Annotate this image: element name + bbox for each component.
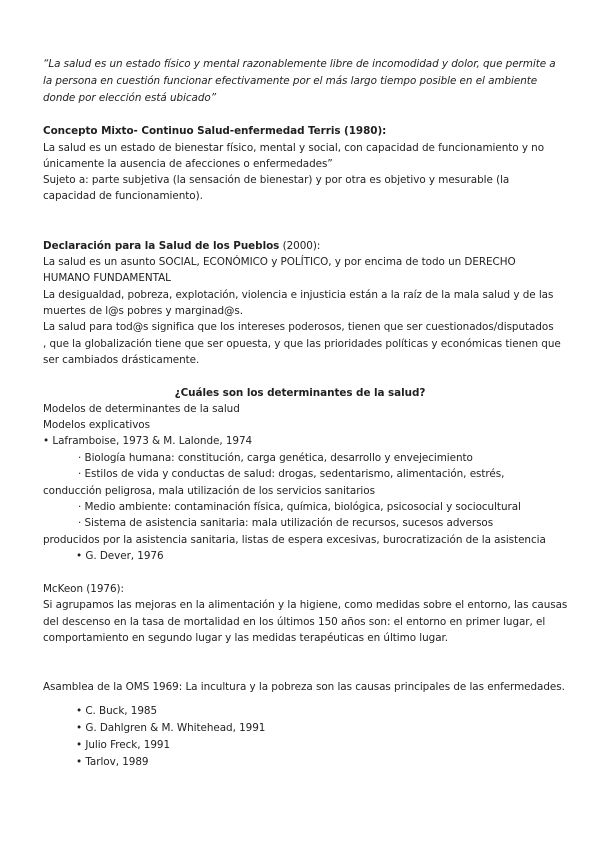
list-item: • G. Dever, 1976 (76, 550, 164, 562)
terris-heading: Concepto Mixto- Continuo Salud-enfermedad Terris (1980): (43, 125, 387, 137)
quote-line: “La salud es un estado físico y mental razonablemente libre de incomodidad y dolor, que permite a (43, 58, 556, 70)
list-item: • G. Dahlgren & M. Whitehead, 1991 (76, 722, 266, 734)
list-item: • Julio Freck, 1991 (76, 739, 171, 751)
mckeon-line: del descenso en la tasa de mortalidad en los últimos 150 años son: el entorno en primer lugar, el (43, 616, 546, 628)
mckeon-line: comportamiento en segundo lugar y las medidas terapéuticas en último lugar. (43, 632, 449, 644)
determinantes-title: ¿Cuáles son los determinantes de la salud? (174, 387, 426, 399)
oms-statement: Asamblea de la OMS 1969: La incultura y la pobreza son las causas principales de las enfermedades. (43, 681, 565, 693)
determinantes-line: Modelos explicativos (43, 419, 150, 431)
terris-line: Sujeto a: parte subjetiva (la sensación de bienestar) y por otra es objetivo y mesurable (la (43, 174, 510, 186)
sub-list-item: · Sistema de asistencia sanitaria: mala utilización de recursos, sucesos adversos (78, 517, 494, 529)
pueblos-line: muertes de l@s pobres y marginad@s. (43, 305, 243, 317)
pueblos-line: HUMANO FUNDAMENTAL (43, 272, 171, 284)
determinantes-line: Modelos de determinantes de la salud (43, 403, 240, 415)
pueblos-line: La salud para tod@s significa que los intereses poderosos, tienen que ser cuestionados/disputados (43, 321, 554, 333)
quote-line: la persona en cuestión funcionar efectivamente por el más largo tiempo posible en el ambiente (43, 75, 538, 87)
sub-list-item-cont: producidos por la asistencia sanitaria, listas de espera excesivas, burocratización de la asistencia (43, 534, 546, 546)
sub-list-item: · Biología humana: constitución, carga genética, desarrollo y envejecimiento (78, 452, 473, 464)
sub-list-item: · Medio ambiente: contaminación física, química, biológica, psicosocial y sociocultural (78, 501, 521, 513)
list-item: • C. Buck, 1985 (76, 705, 158, 717)
quote-line: donde por elección está ubicado” (43, 92, 217, 104)
pueblos-heading-bold: Declaración para la Salud de los Pueblos (43, 240, 280, 252)
pueblos-line: La desigualdad, pobreza, explotación, violencia e injusticia están a la raíz de la mala salud y de las (43, 289, 554, 301)
terris-line: únicamente la ausencia de afecciones o enfermedades” (43, 158, 333, 170)
pueblos-line: La salud es un asunto SOCIAL, ECONÓMICO y POLÍTICO, y por encima de todo un DERECHO (43, 256, 516, 268)
list-item: • Tarlov, 1989 (76, 756, 149, 768)
mckeon-line: Si agrupamos las mejoras en la alimentación y la higiene, como medidas sobre el entorno, las causas (43, 599, 568, 611)
pueblos-heading-year: (2000): (279, 240, 321, 252)
pueblos-line: , que la globalización tiene que ser opuesta, y que las prioridades políticas y económicas tienen que (43, 338, 561, 350)
pueblos-heading (43, 239, 320, 253)
pueblos-line: ser cambiados drásticamente. (43, 354, 200, 366)
mckeon-heading: McKeon (1976): (43, 583, 124, 595)
sub-list-item: · Estilos de vida y conductas de salud: drogas, sedentarismo, alimentación, estrés, (78, 468, 505, 480)
terris-line: La salud es un estado de bienestar físico, mental y social, con capacidad de funcionamiento y no (43, 142, 545, 154)
sub-list-item-cont: conducción peligrosa, mala utilización de los servicios sanitarios (43, 485, 375, 497)
list-item: • Laframboise, 1973 & M. Lalonde, 1974 (43, 435, 253, 447)
terris-line: capacidad de funcionamiento). (43, 190, 203, 202)
